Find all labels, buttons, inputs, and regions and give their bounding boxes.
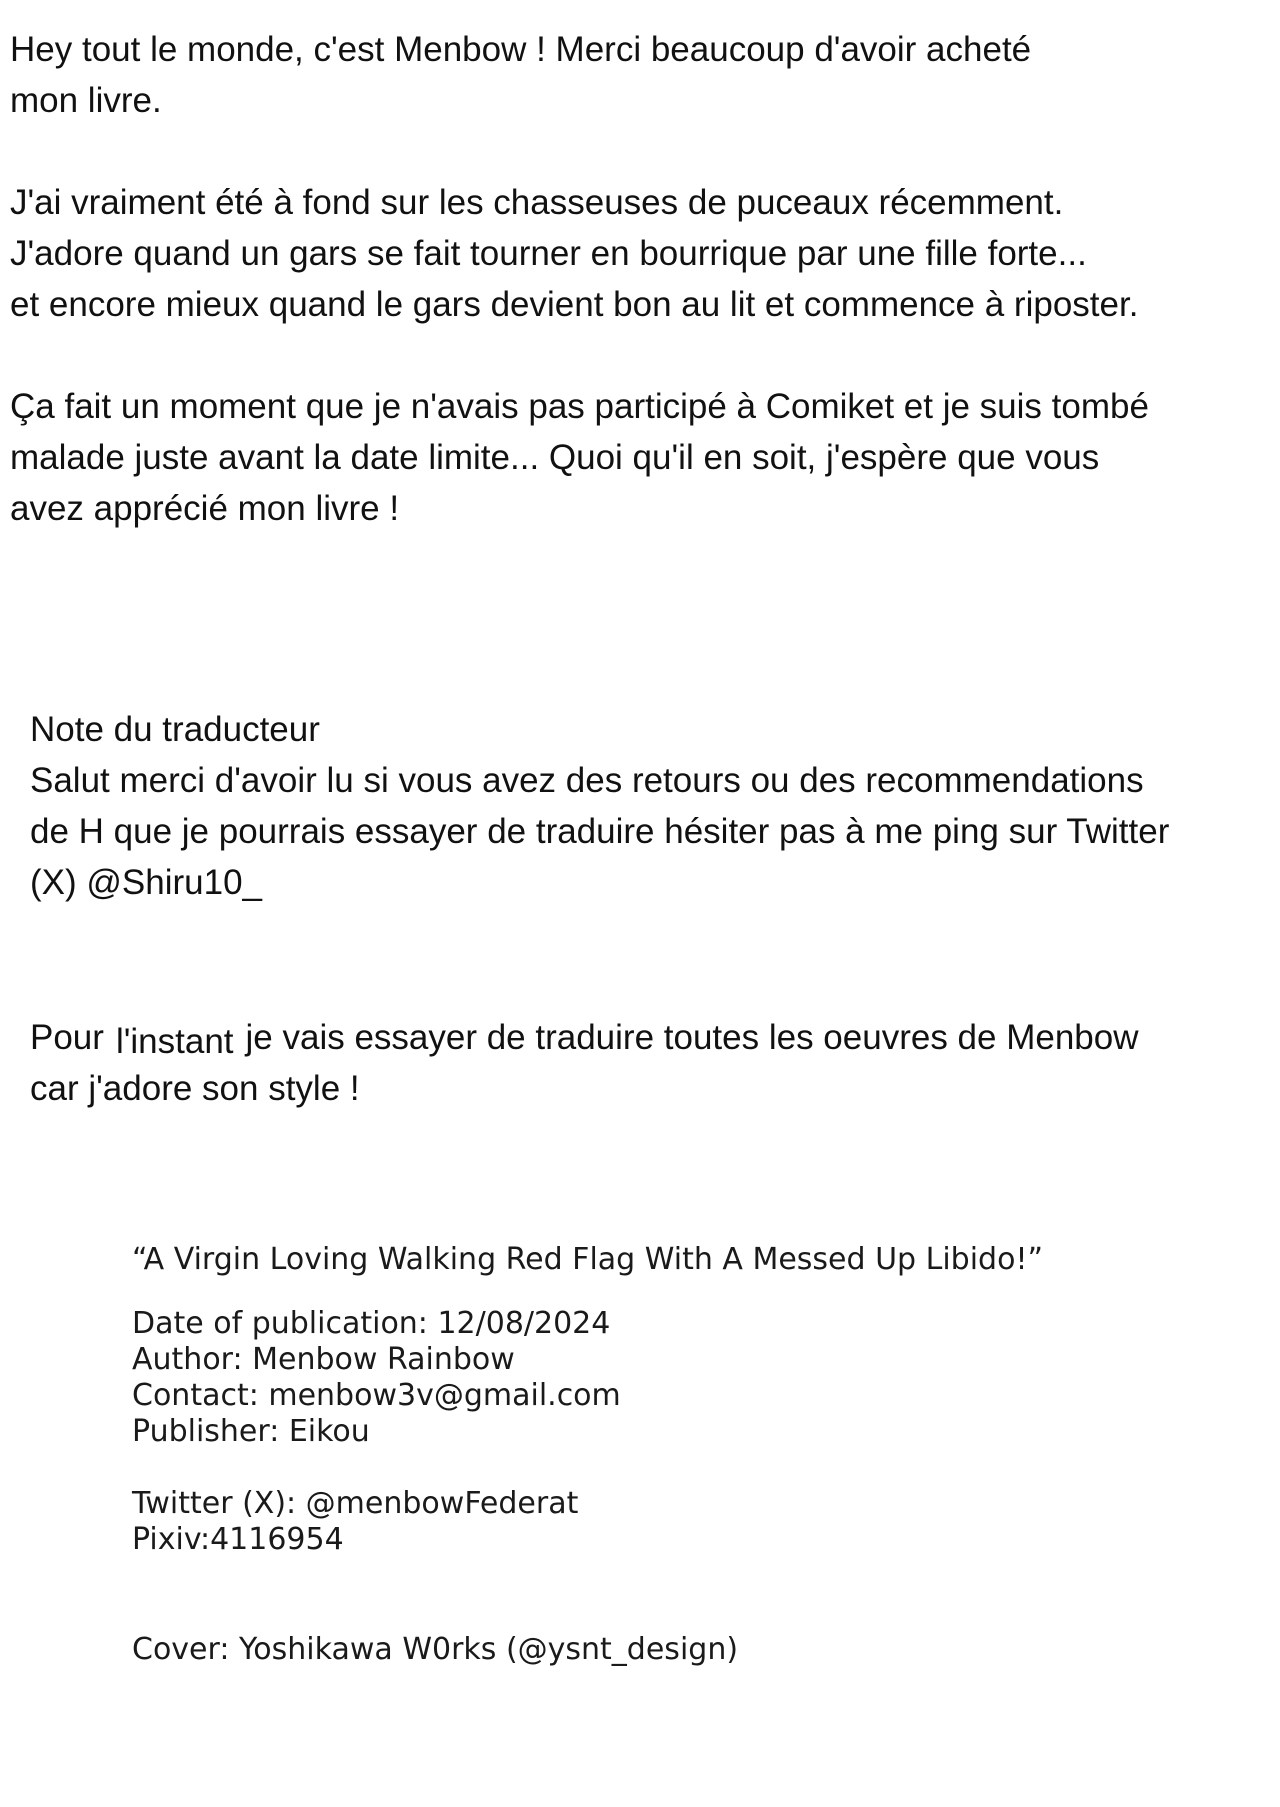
text-line: et encore mieux quand le gars devient bon au lit et commence à riposter. — [10, 285, 1139, 324]
text-line: malade juste avant la date limite... Quoi qu'il en soit, j'espère que vous — [10, 438, 1100, 477]
closing-word: Pour — [30, 1018, 104, 1057]
text-line: J'adore quand un gars se fait tourner en bourrique par une fille forte... — [10, 234, 1087, 273]
text-line: Hey tout le monde, c'est Menbow ! Merci beaucoup d'avoir acheté — [10, 30, 1032, 69]
closing-rest: je vais essayer de traduire toutes les oeuvres de Menbow — [245, 1018, 1139, 1057]
translator-closing — [30, 1012, 1270, 1114]
text-line — [30, 1012, 1270, 1063]
publication-date: Date of publication: 12/08/2024 — [132, 1306, 611, 1341]
publisher: Publisher: Eikou — [132, 1414, 370, 1449]
cover-credit: Cover: Yoshikawa W0rks (@ysnt_design) — [132, 1632, 739, 1667]
afterword-paragraph — [10, 177, 1270, 330]
text-line: Ça fait un moment que je n'avais pas participé à Comiket et je suis tombé — [10, 387, 1149, 426]
author-name: Author: Menbow Rainbow — [132, 1342, 515, 1377]
text-line: mon livre. — [10, 81, 162, 120]
translator-note — [30, 704, 1270, 908]
publication-info — [132, 1306, 1232, 1450]
pixiv-id: Pixiv:4116954 — [132, 1522, 344, 1557]
text-line: de H que je pourrais essayer de traduire hésiter pas à me ping sur Twitter — [30, 812, 1170, 851]
afterword-paragraph — [10, 24, 1270, 126]
text-line: (X) @Shiru10_ — [30, 863, 263, 902]
translator-note-heading: Note du traducteur — [30, 710, 320, 749]
text-line: Salut merci d'avoir lu si vous avez des retours ou des recommendations — [30, 761, 1144, 800]
social-info — [132, 1486, 1232, 1558]
afterword-paragraph — [10, 381, 1270, 534]
text-line: car j'adore son style ! — [30, 1069, 360, 1108]
text-line: J'ai vraiment été à fond sur les chasseuses de puceaux récemment. — [10, 183, 1064, 222]
colophon — [132, 1240, 1232, 1696]
twitter-handle: Twitter (X): @menbowFederat — [132, 1486, 579, 1521]
contact-email: Contact: menbow3v@gmail.com — [132, 1378, 621, 1413]
closing-word: l'instant — [115, 1022, 234, 1061]
text-line: avez apprécié mon livre ! — [10, 489, 400, 528]
author-afterword — [10, 24, 1270, 585]
book-title: “A Virgin Loving Walking Red Flag With A Messed Up Libido!” — [132, 1242, 1044, 1277]
